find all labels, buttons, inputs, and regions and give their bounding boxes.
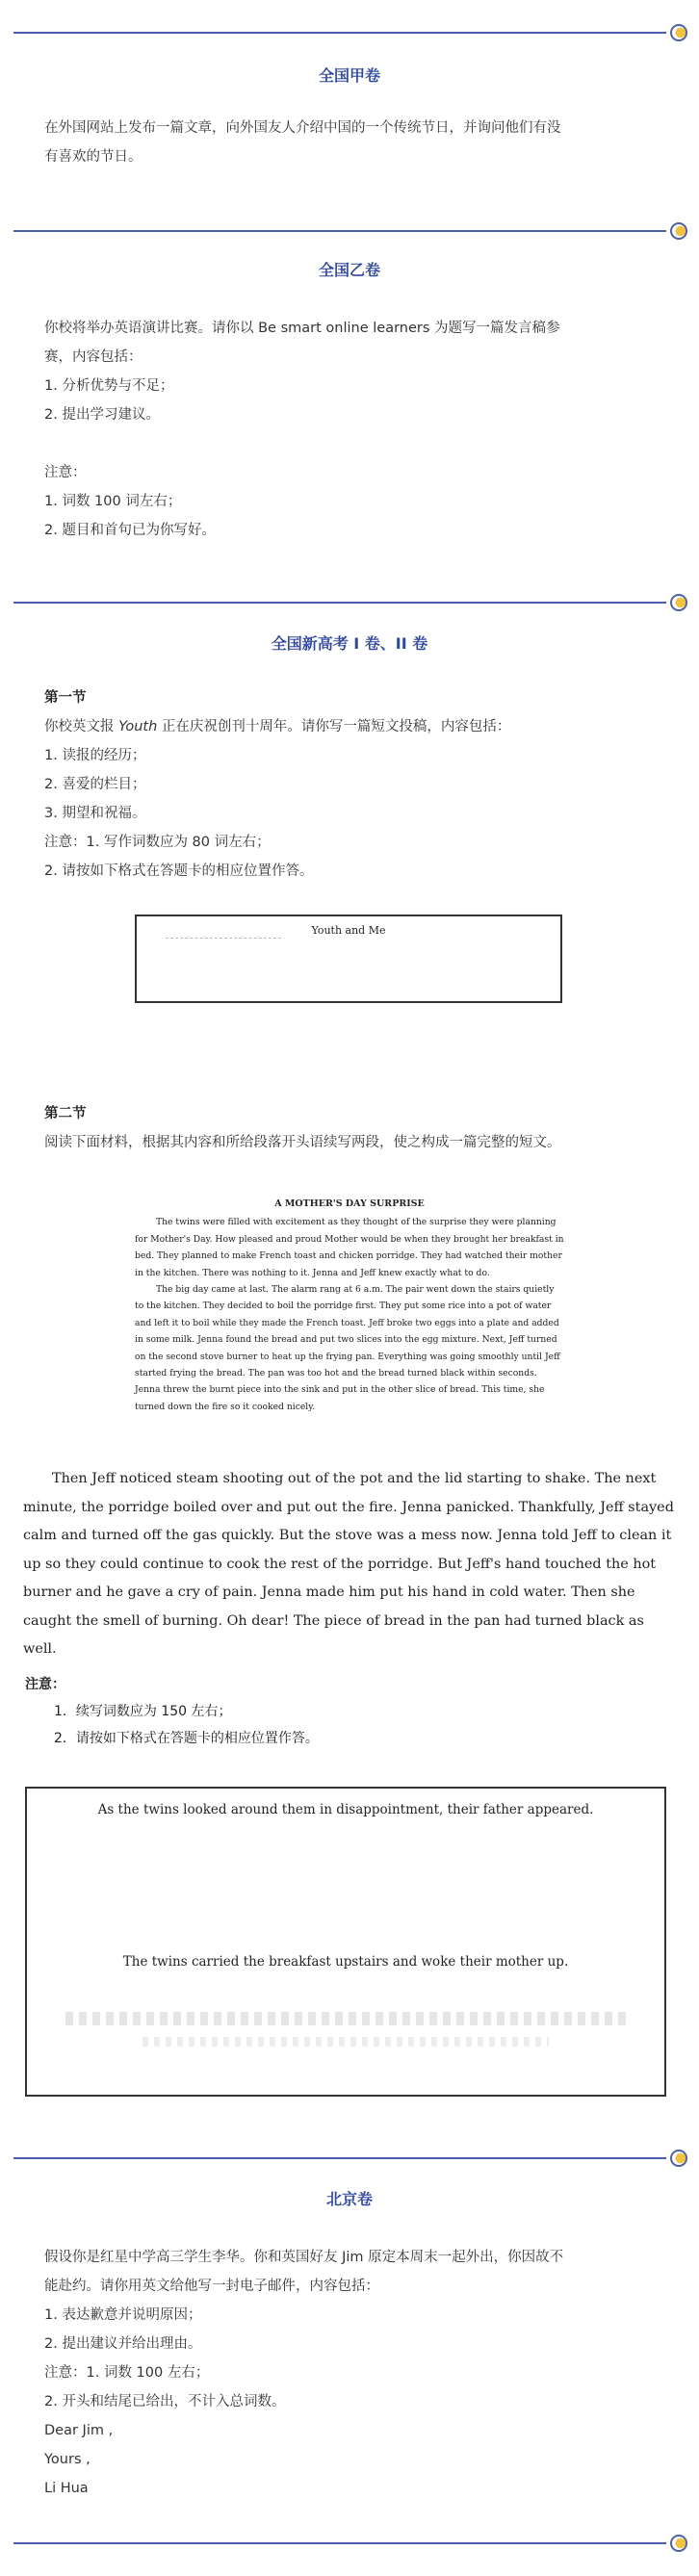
para1-start: As the twins looked around them in disappointment, their father appeared. <box>97 1802 594 1817</box>
note-item: 1．续写词数应为 150 左右； <box>54 1704 232 1719</box>
divider-dot-icon <box>670 594 687 611</box>
notes-label: 注意： <box>25 1677 65 1692</box>
text-line: 在外国网站上发布一篇文章，向外国友人介绍中国的一个传统节日，并询问他们有没 <box>44 120 561 136</box>
bleed-through-mark <box>65 2012 626 2025</box>
story-continuation <box>23 1465 678 1664</box>
text-line: 赛，内容包括： <box>44 349 142 365</box>
section-title-beijing: 北京卷 <box>325 2190 373 2208</box>
text-line: 2. 提出建议并给出理由。 <box>44 2336 202 2352</box>
section-title-xingaokao: 全国新高考 I 卷、II 卷 <box>271 634 428 653</box>
text-line: 2. 题目和首句已为你写好。 <box>44 523 216 538</box>
text-line: 1. 读报的经历； <box>44 748 146 763</box>
section-divider <box>13 2149 687 2168</box>
text-line: 有喜欢的节日。 <box>44 149 142 165</box>
text-line: 注意：1. 写作词数应为 80 词左右； <box>44 835 271 850</box>
text-line: 1. 表达歉意并说明原因； <box>44 2307 202 2323</box>
section-divider <box>13 221 687 241</box>
divider-dot-icon <box>670 24 687 41</box>
text-line <box>44 712 660 741</box>
divider-dot-icon <box>670 2150 687 2167</box>
text-line: 阅读下面材料，根据其内容和所给段落开头语续写两段，使之构成一篇完整的短文。 <box>44 1135 561 1150</box>
text-line: Li Hua <box>44 2481 89 2496</box>
newspaper-name: Youth <box>118 719 158 734</box>
text-line: 能赴约。请你用英文给他写一封电子邮件，内容包括： <box>44 2279 379 2294</box>
section-body-beijing <box>44 2243 660 2503</box>
text-line: 2. 提出学习建议。 <box>44 407 160 423</box>
section-body-part2 <box>44 1099 660 1157</box>
text-line: 2. 请按如下格式在答题卡的相应位置作答。 <box>44 863 314 879</box>
part-heading: 第一节 <box>44 690 87 706</box>
story-paragraph: The twins were filled with excitement as they thought of the surprise they were planning for Mother's Day. How pleased and proud Mother would be when they brought her breakfast in bed. They planned to make French toast and chicken porridge. They had watched their mother in the kitchen. There was nothing to it. Jenna and Jeff knew exactly what to do. <box>135 1217 564 1278</box>
section-divider <box>13 2534 687 2553</box>
continuation-paragraph: Then Jeff noticed steam shooting out of the pot and the lid starting to shake. The next minute, the porridge boiled over and put out the fire. Jenna panicked. Thankfully, Jeff stayed calm and turned off the gas quickly. But the stove was a mess now. Jenna told Jeff to clean it up so they could continue to cook the rest of the porridge. But Jeff's hand touched the hot burner and he gave a cry of pain. Jenna made him put his hand in cold water. Then she caught the smell of burning. Oh dear! The piece of bread in the pan had turned black as well. <box>23 1471 674 1657</box>
text-line: 1. 分析优势与不足； <box>44 378 174 394</box>
story-paragraph: The big day came at last. The alarm rang at 6 a.m. The pair went down the stairs quietly to the kitchen. They decided to boil the porridge first. They put some rice into a pot of water and left it to boil while they made the French toast. Jeff broke two eggs into a plate and added in some milk. Jenna found the bread and put two slices into the egg mixture. Next, Jeff turned on the second stove burner to heat up the frying pan. Everything was going smoothly until Jeff started frying the bread. The pan was too hot and the bread turned black within seconds. Jenna threw the burnt piece into the sink and put in the other slice of bread. This time, she turned down the fire so it cooked nicely. <box>135 1284 560 1412</box>
answer-box-title: Youth and Me <box>311 924 386 937</box>
divider-dot-icon <box>670 222 687 240</box>
answer-box-continuation <box>25 1787 666 2097</box>
story-excerpt <box>135 1196 564 1415</box>
section-divider <box>13 23 687 42</box>
section-body-yi <box>44 314 660 545</box>
section-title-yi: 全国乙卷 <box>318 261 380 279</box>
text-line: 1. 词数 100 词左右； <box>44 494 182 509</box>
note-item: 2．请按如下格式在答题卡的相应位置作答。 <box>54 1731 319 1746</box>
answer-box-youth <box>135 914 562 1003</box>
story-title: A MOTHER'S DAY SURPRISE <box>274 1198 425 1209</box>
section-body-jia <box>44 114 660 171</box>
divider-dot-icon <box>670 2535 687 2552</box>
text-line: 假设你是红星中学高三学生李华。你和英国好友 Jim 原定本周末一起外出，你因故不 <box>44 2250 564 2265</box>
section-divider <box>13 593 687 612</box>
text-line: 3. 期望和祝福。 <box>44 806 146 821</box>
notes <box>25 1671 660 1752</box>
text-line: 2. 开头和结尾已给出，不计入总词数。 <box>44 2394 286 2409</box>
text-line: 你校将举办英语演讲比赛。请你以 Be smart online learners 为题写一篇发言稿参 <box>44 321 560 336</box>
bleed-through-mark <box>142 2037 549 2047</box>
section-title-jia: 全国甲卷 <box>318 66 380 85</box>
faint-line <box>166 938 281 939</box>
text-line: Dear Jim , <box>44 2423 114 2438</box>
text-line: Yours , <box>44 2452 91 2467</box>
text-line <box>44 429 660 458</box>
intro-post: 正在庆祝创刊十周年。请你写一篇短文投稿，内容包括： <box>157 719 511 734</box>
text-line: 注意：1. 词数 100 左右； <box>44 2365 210 2381</box>
intro-pre: 你校英文报 <box>44 719 119 734</box>
part-heading: 第二节 <box>44 1106 87 1121</box>
para2-start: The twins carried the breakfast upstairs and woke their mother up. <box>122 1954 569 1970</box>
text-line: 注意： <box>44 465 87 480</box>
text-line: 2. 喜爱的栏目； <box>44 777 146 792</box>
section-body-part1 <box>44 683 660 886</box>
